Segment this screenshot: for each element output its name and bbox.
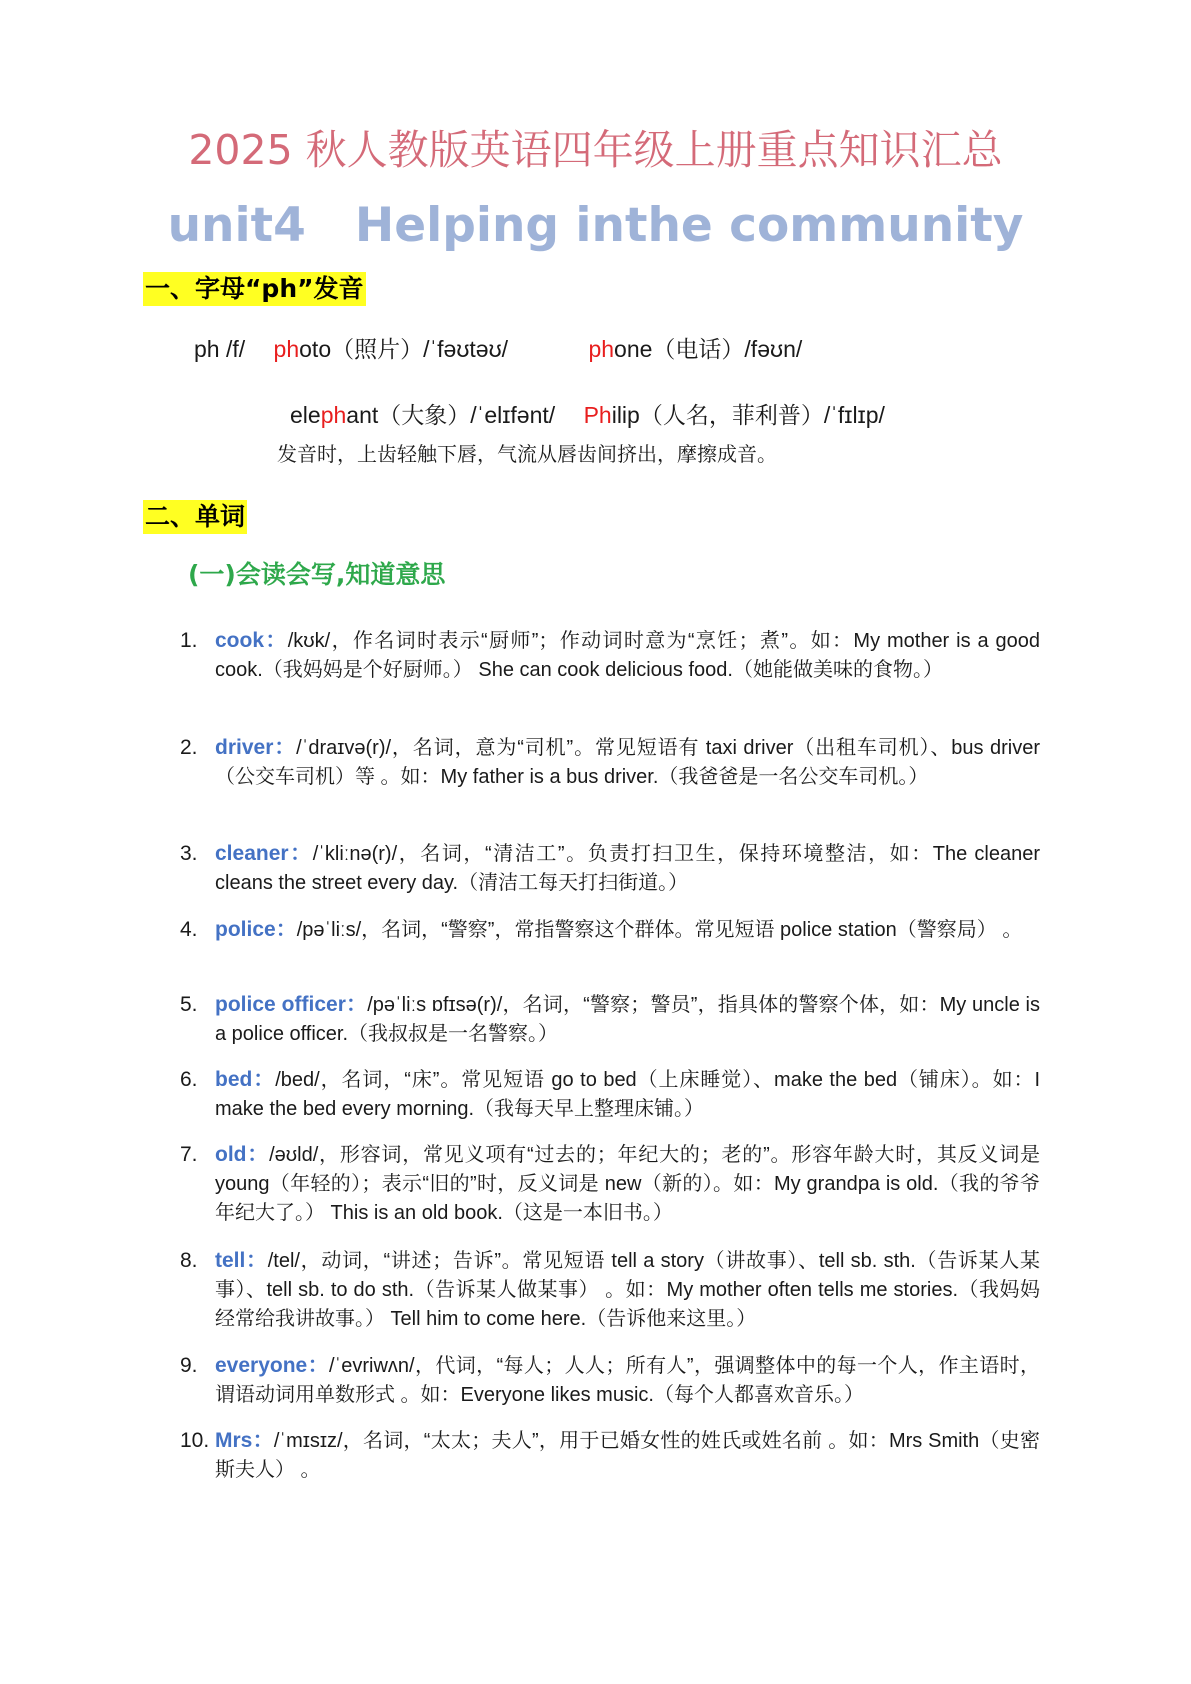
vocab-word: police [215, 918, 276, 941]
vocab-word: old [215, 1143, 247, 1166]
ph-word-rest: ant（大象）/ˈelɪfənt/ [346, 402, 556, 428]
item-body [215, 626, 1040, 685]
ph-word-photo [274, 336, 509, 362]
ph-line-1 [194, 334, 802, 364]
vocab-separator: ： [264, 629, 288, 652]
ph-word-rest: one（电话）/fəʊn/ [614, 336, 803, 362]
vocab-explanation: /ˈevriwʌn/，代词，“每人；人人；所有人”，强调整体中的每一个人，作主语时，谓语动词用单数形式 。如：Everyone likes music.（每个人都喜欢音乐。） [215, 1355, 1041, 1406]
vocab-word: everyone [215, 1354, 308, 1377]
vocab-word: cook [215, 629, 265, 652]
section-1-heading: 一、字母“ph”发音 [143, 272, 366, 306]
item-body [215, 1140, 1040, 1228]
item-number: 8. [180, 1249, 198, 1272]
ph-word-philip [584, 402, 885, 428]
vocab-explanation: /tel/，动词，“讲述；告诉”。常见短语 tell a story（讲故事）、tell sb. sth.（告诉某人某事）、tell sb. to do sth.（告诉某人做某事） 。如：My mother often tells me stories.（我妈妈经常给我讲故事。） Tell him to come here.（告诉他来这里。） [215, 1250, 1041, 1330]
vocab-separator: ： [275, 918, 297, 941]
vocab-word: driver [215, 736, 274, 759]
item-body [215, 1065, 1040, 1124]
item-body [215, 839, 1040, 898]
item-body [215, 733, 1040, 792]
vocab-explanation: /əʊld/，形容词，常见义项有“过去的；年纪大的；老的”。形容年龄大时，其反义词是 young（年轻的）；表示“旧的”时，反义词是 new（新的）。如：My grandpa is old.（我的爷爷年纪大了。） This is an old book.（这是一本旧书。） [215, 1144, 1041, 1224]
item-number: 9. [180, 1354, 198, 1377]
vocab-separator: ： [288, 842, 313, 865]
vocab-word: cleaner [215, 842, 289, 865]
vocab-word: police officer [215, 993, 346, 1016]
vocab-explanation: /kʊk/，作名词时表示“厨师”；作动词时意为“烹饪；煮”。如：My mother is a good cook.（我妈妈是个好厨师。） She can cook delicious food.（她能做美味的食物。） [215, 630, 1041, 681]
ph-sound-label: ph /f/ [194, 336, 246, 362]
vocab-explanation: /ˈkliːnə(r)/，名词，“清洁工”。负责打扫卫生，保持环境整洁，如：The cleaner cleans the street every day.（清洁工每天打扫街道。） [215, 843, 1040, 894]
item-number: 2. [180, 736, 198, 759]
vocab-explanation: /pəˈliːs ɒfɪsə(r)/，名词，“警察；警员”，指具体的警察个体，如：My uncle is a police officer.（我叔叔是一名警察。） [215, 994, 1041, 1045]
vocab-explanation: /ˈdraɪvə(r)/，名词，意为“司机”。常见短语有 taxi driver（出租车司机）、bus driver（公交车司机）等 。如：My father is a bus driver.（我爸爸是一名公交车司机。） [215, 737, 1041, 788]
vocab-separator: ： [246, 1143, 270, 1166]
item-number: 6. [180, 1068, 198, 1091]
ph-word-phone [588, 336, 802, 362]
item-number: 3. [180, 842, 198, 865]
vocab-separator: ： [252, 1068, 276, 1091]
item-body [215, 1351, 1040, 1410]
ph-highlight: ph [588, 336, 615, 362]
ph-highlight: ph [320, 402, 347, 428]
ph-highlight: Ph [583, 402, 612, 428]
item-number: 1. [180, 629, 198, 652]
vocab-explanation: /bed/，名词，“床”。常见短语 go to bed（上床睡觉）、make the bed（铺床）。如：I make the bed every morning.（我每天早上整理床铺。） [215, 1069, 1041, 1120]
item-body [215, 1246, 1040, 1334]
pronunciation-note: 发音时，上齿轻触下唇，气流从唇齿间挤出，摩擦成音。 [277, 442, 777, 466]
vocab-separator: ： [273, 736, 297, 759]
item-number: 5. [180, 993, 198, 1016]
ph-line-2 [290, 400, 885, 430]
item-number: 7. [180, 1143, 198, 1166]
ph-word-rest: ilip（人名，菲利普）/ˈfɪlɪp/ [611, 402, 885, 428]
vocab-separator: ： [245, 1249, 268, 1272]
ph-word-prefix: ele [290, 402, 321, 428]
vocab-explanation: /ˈmɪsɪz/，名词，“太太；夫人”，用于已婚女性的姓氏或姓名前 。如：Mrs Smith（史密斯夫人） 。 [215, 1430, 1040, 1481]
item-body [215, 915, 1040, 945]
item-number: 4. [180, 918, 198, 941]
vocab-subheading: (一)会读会写,知道意思 [188, 560, 446, 589]
vocab-separator: ： [307, 1354, 329, 1377]
item-number: 10. [180, 1429, 210, 1452]
ph-word-rest: oto（照片）/ˈfəʊtəʊ/ [299, 336, 509, 362]
item-body [215, 990, 1040, 1049]
vocab-explanation: /pəˈliːs/，名词，“警察”，常指警察这个群体。常见短语 police station（警察局） 。 [296, 919, 1023, 941]
vocab-word: bed [215, 1068, 253, 1091]
document-title: 2025 秋人教版英语四年级上册重点知识汇总 [188, 126, 1003, 174]
vocab-word: Mrs [215, 1429, 253, 1452]
ph-highlight: ph [273, 336, 300, 362]
vocab-separator: ： [345, 993, 368, 1016]
vocab-separator: ： [252, 1429, 274, 1452]
vocab-word: tell [215, 1249, 246, 1272]
section-2-heading: 二、单词 [143, 500, 247, 534]
item-body [215, 1426, 1040, 1485]
ph-word-elephant [290, 402, 555, 428]
unit-subtitle: unit4 Helping inthe community [167, 198, 1024, 253]
